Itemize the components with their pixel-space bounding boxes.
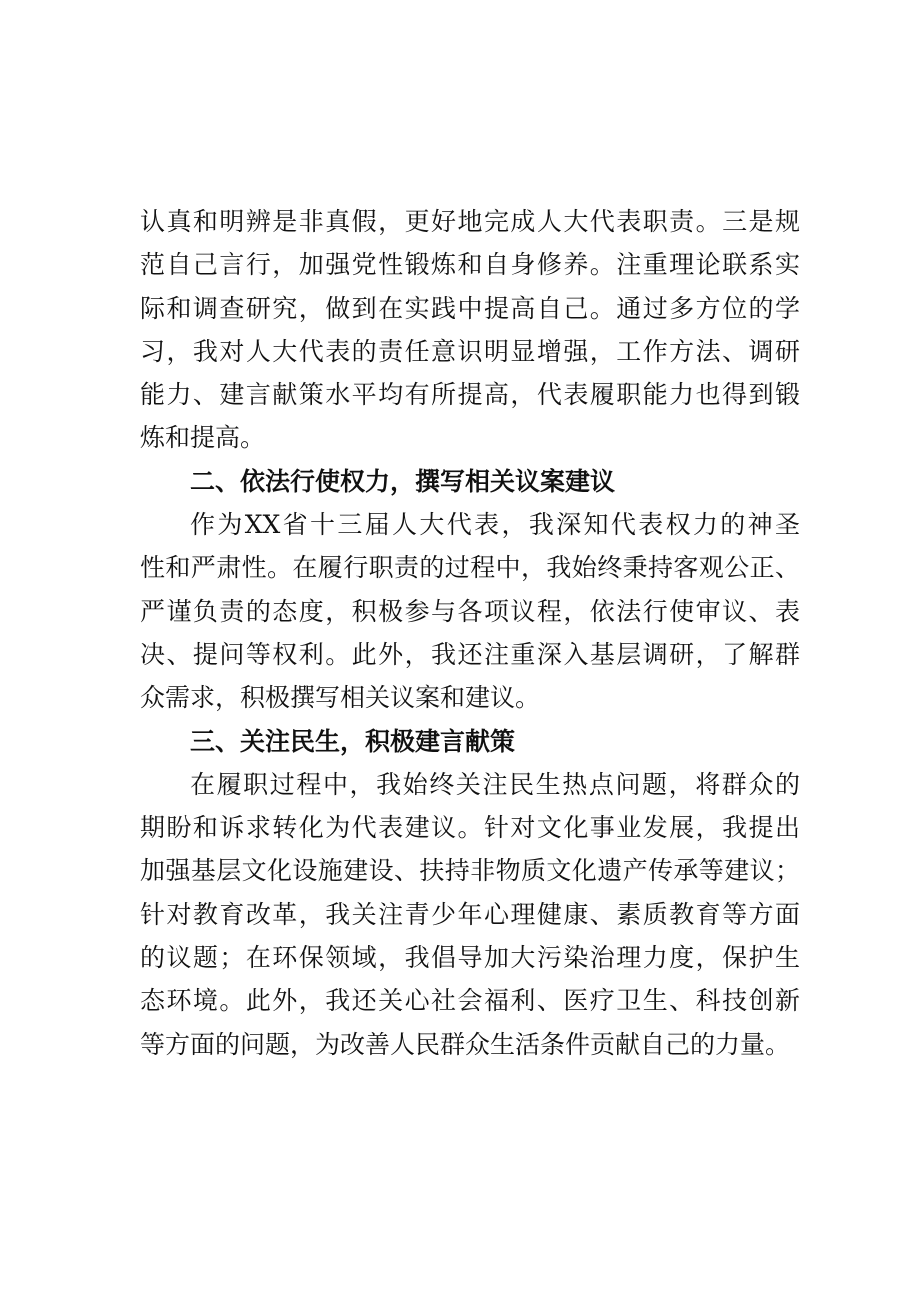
text-line: 认真和明辨是非真假，更好地完成人大代表职责。三是规 — [140, 207, 800, 236]
text-line: 态环境。此外，我还关心社会福利、医疗卫生、科技创新 — [140, 986, 800, 1016]
text-line: 等方面的问题，为改善人民群众生活条件贡献自己的力量。 — [140, 1029, 791, 1059]
text-line: 加强基层文化设施建设、扶持非物质文化遗产传承等建议； — [140, 856, 800, 886]
text-line: 在履职过程中，我始终关注民生热点问题，将群众的 — [190, 769, 800, 799]
document-body — [140, 200, 800, 1066]
text-line: 的议题；在环保领域，我倡导加大污染治理力度，保护生 — [140, 943, 800, 973]
text-line: 众需求，积极撰写相关议案和建议。 — [140, 683, 541, 713]
text-line: 际和调查研究，做到在实践中提高自己。通过多方位的学 — [140, 293, 800, 323]
text-line: 性和严肃性。在履行职责的过程中，我始终秉持客观公正、 — [140, 553, 800, 583]
text-line: 炼和提高。 — [140, 423, 266, 453]
text-line: 能力、建言献策水平均有所提高，代表履职能力也得到锻 — [140, 380, 800, 410]
text-line: 范自己言行，加强党性锻炼和自身修养。注重理论联系实 — [140, 250, 800, 280]
paragraph-1 — [140, 200, 800, 460]
text-line: 决、提问等权利。此外，我还注重深入基层调研，了解群 — [140, 639, 800, 669]
text-line: 期盼和诉求转化为代表建议。针对文化事业发展，我提出 — [140, 813, 800, 843]
text-line: 针对教育改革，我关注青少年心理健康、素质教育等方面 — [140, 899, 800, 929]
text-line: 习，我对人大代表的责任意识明显增强，工作方法、调研 — [140, 336, 800, 366]
paragraph-2 — [140, 503, 800, 719]
text-line: 作为XX省十三届人大代表，我深知代表权力的神圣 — [190, 510, 800, 540]
paragraph-3 — [140, 763, 800, 1066]
section-heading-2: 二、依法行使权力，撰写相关议案建议 — [190, 466, 616, 496]
section-heading-3: 三、关注民生，积极建言献策 — [190, 726, 516, 756]
text-line: 严谨负责的态度，积极参与各项议程，依法行使审议、表 — [140, 596, 800, 626]
